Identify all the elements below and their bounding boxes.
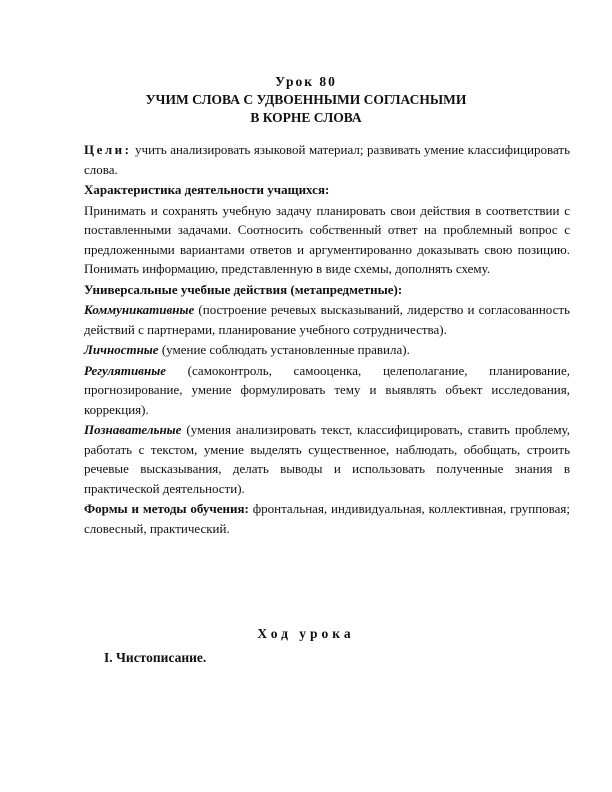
uud-term: Коммуникативные xyxy=(84,302,195,317)
uud-text: (умения анализировать текст, классифицировать, ставить проблему, работать с текстом, умение выделять существенное, наблюдать, обобщать, строить речевые высказывания, делать выводы и использовать полученные знания в практической деятельности). xyxy=(84,422,570,496)
course-step-first: I. Чистописание. xyxy=(104,650,207,665)
lesson-title-line-1: УЧИМ СЛОВА С УДВОЕННЫМИ СОГЛАСНЫМИ xyxy=(145,92,467,107)
methods-text: фронтальная, индивидуальная, коллективная, групповая; словесный, практический. xyxy=(84,501,570,536)
goals-text: учить анализировать языковой материал; развивать умение классифицировать слова. xyxy=(84,142,570,177)
uud-term: Личностные xyxy=(84,342,159,357)
goals-label: Цели: xyxy=(84,142,132,157)
uud-item-communicative xyxy=(84,300,570,339)
uud-item-regulatory xyxy=(84,361,570,420)
course-heading: Ход урока xyxy=(257,626,355,641)
methods-paragraph xyxy=(84,499,570,538)
lesson-number: Урок 80 xyxy=(275,74,337,89)
uud-heading: Универсальные учебные действия (метапредметные): xyxy=(84,281,403,297)
characteristics-heading: Характеристика деятельности учащихся: xyxy=(84,182,330,197)
uud-item-cognitive xyxy=(84,420,570,498)
goals-paragraph xyxy=(84,140,570,179)
uud-term: Познавательные xyxy=(84,422,182,437)
lesson-body xyxy=(84,140,570,539)
uud-term: Регулятивные xyxy=(84,362,166,378)
characteristics-text: Принимать и сохранять учебную задачу планировать свои действия в соответствии с поставленными задачами. Соотносить собственный ответ на проблемный вопрос с предложенными вариантами ответов и аргументированно доказывать свою позицию. Понимать информацию, представленную в виде схемы, дополнять схему. xyxy=(84,202,570,276)
lesson-title-line-2: В КОРНЕ СЛОВА xyxy=(250,110,362,125)
uud-text: (построение речевых высказываний, лидерство и согласованность действий с партнерами, планирование учебного сотрудничества). xyxy=(84,302,570,337)
uud-text: (умение соблюдать установленные правила). xyxy=(158,342,410,357)
methods-label: Формы и методы обучения: xyxy=(84,501,249,516)
uud-text: (самоконтроль, самооценка, целеполагание, планирование, прогнозирование, умение формулировать тему и выявлять объект исследования, коррекция). xyxy=(84,362,570,417)
uud-item-personal xyxy=(84,340,570,360)
